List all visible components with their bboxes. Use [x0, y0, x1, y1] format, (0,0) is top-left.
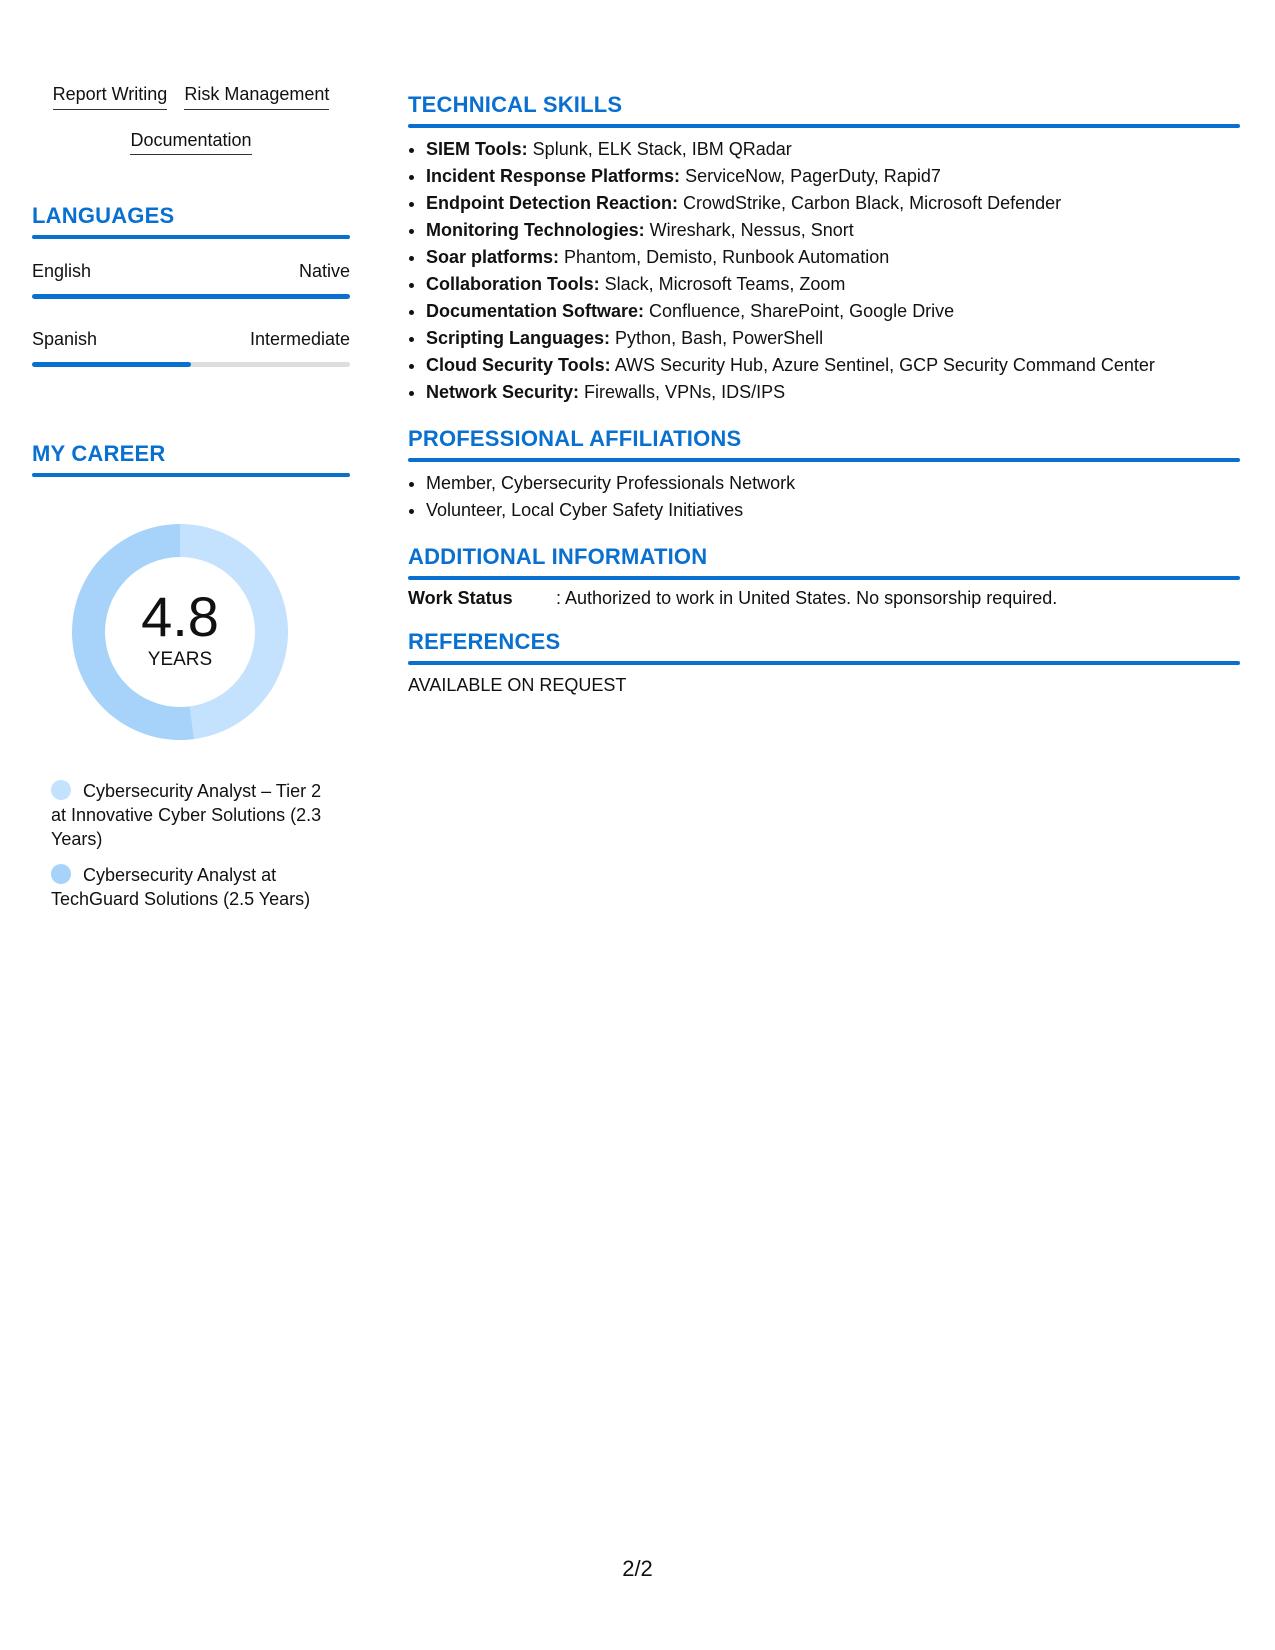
technical-skill-label: Documentation Software:	[426, 301, 645, 321]
languages-heading: LANGUAGES	[32, 203, 175, 229]
section-rule	[408, 576, 1240, 580]
section-rule	[408, 458, 1240, 462]
technical-skill-value: AWS Security Hub, Azure Sentinel, GCP Security Command Center	[610, 355, 1155, 375]
language-name: Spanish	[32, 329, 98, 350]
technical-skill-item	[426, 190, 1240, 217]
technical-skill-item	[426, 163, 1240, 190]
career-donut-chart	[65, 517, 295, 747]
career-legend	[51, 779, 341, 911]
career-role-label: Cybersecurity Analyst at TechGuard Solutions (2.5 Years)	[51, 865, 311, 910]
technical-skill-value: Splunk, ELK Stack, IBM QRadar	[527, 139, 792, 159]
affiliation-item: • Member, Cybersecurity Professionals Network	[426, 470, 1240, 497]
skill-tags	[32, 84, 350, 175]
technical-skill-item	[426, 352, 1240, 379]
language-name: English	[32, 261, 92, 282]
additional-info-section	[408, 544, 1240, 609]
language-item	[32, 329, 350, 367]
technical-skill-item	[426, 244, 1240, 271]
legend-dot	[51, 780, 71, 800]
affiliations-heading: PROFESSIONAL AFFILIATIONS	[408, 426, 742, 451]
references-text: AVAILABLE ON REQUEST	[408, 675, 627, 695]
career-legend-item	[51, 779, 341, 851]
technical-skills-section	[408, 92, 1240, 406]
page-number: 2/2	[622, 1556, 653, 1581]
technical-skill-value: Wireshark, Nessus, Snort	[644, 220, 854, 240]
affiliation-item: • Volunteer, Local Cyber Safety Initiatives	[426, 497, 1240, 524]
language-bar	[32, 362, 350, 367]
technical-skill-value: ServiceNow, PagerDuty, Rapid7	[680, 166, 941, 186]
section-rule	[32, 235, 350, 239]
technical-skill-value: Phantom, Demisto, Runbook Automation	[559, 247, 890, 267]
technical-skill-label: Network Security:	[426, 382, 580, 402]
work-status-label: Work Status	[408, 588, 513, 608]
main-column	[408, 92, 1240, 716]
language-bar	[32, 294, 350, 299]
technical-skill-label: Collaboration Tools:	[426, 274, 600, 294]
section-rule	[32, 473, 350, 477]
skill-tag: Report Writing	[53, 84, 168, 110]
sidebar	[32, 84, 350, 923]
language-bar-fill	[32, 362, 191, 367]
references-section	[408, 629, 1240, 696]
career-legend-item	[51, 863, 341, 911]
technical-skill-item	[426, 298, 1240, 325]
technical-skill-item	[426, 379, 1240, 406]
technical-skill-item	[426, 271, 1240, 298]
technical-skill-value: Confluence, SharePoint, Google Drive	[644, 301, 955, 321]
technical-skill-label: Incident Response Platforms:	[426, 166, 681, 186]
language-bar-fill	[32, 294, 350, 299]
career-years-unit: YEARS	[147, 649, 213, 671]
technical-skill-value: Firewalls, VPNs, IDS/IPS	[579, 382, 786, 402]
technical-skill-value: CrowdStrike, Carbon Black, Microsoft Defender	[678, 193, 1062, 213]
technical-skills-heading: TECHNICAL SKILLS	[408, 92, 623, 117]
career-heading: MY CAREER	[32, 441, 166, 467]
work-status-value: : Authorized to work in United States. No sponsorship required.	[556, 588, 1058, 608]
career-total-years: 4.8	[141, 585, 219, 649]
languages-section	[32, 203, 350, 367]
technical-skill-label: Scripting Languages:	[426, 328, 611, 348]
technical-skill-item	[426, 325, 1240, 352]
technical-skill-label: Monitoring Technologies:	[426, 220, 645, 240]
technical-skill-item	[426, 217, 1240, 244]
technical-skill-label: Cloud Security Tools:	[426, 355, 611, 375]
legend-dot	[51, 864, 71, 884]
career-role-label: Cybersecurity Analyst – Tier 2 at Innovative Cyber Solutions (2.3 Years)	[51, 781, 322, 850]
language-item	[32, 261, 350, 299]
technical-skill-label: Soar platforms:	[426, 247, 560, 267]
language-level: Native	[298, 261, 350, 282]
section-rule	[408, 124, 1240, 128]
technical-skill-value: Slack, Microsoft Teams, Zoom	[599, 274, 846, 294]
technical-skill-label: SIEM Tools:	[426, 139, 528, 159]
affiliations-section	[408, 426, 1240, 524]
technical-skill-value: Python, Bash, PowerShell	[610, 328, 824, 348]
references-heading: REFERENCES	[408, 629, 561, 654]
affiliations-list	[408, 470, 1240, 524]
skill-tag: Documentation	[130, 130, 251, 156]
additional-info-heading: ADDITIONAL INFORMATION	[408, 544, 708, 569]
technical-skill-item	[426, 136, 1240, 163]
technical-skill-label: Endpoint Detection Reaction:	[426, 193, 678, 213]
career-section	[32, 441, 350, 911]
section-rule	[408, 661, 1240, 665]
skill-tag: Risk Management	[184, 84, 329, 110]
language-level: Intermediate	[249, 329, 350, 350]
technical-skills-list	[408, 136, 1240, 406]
